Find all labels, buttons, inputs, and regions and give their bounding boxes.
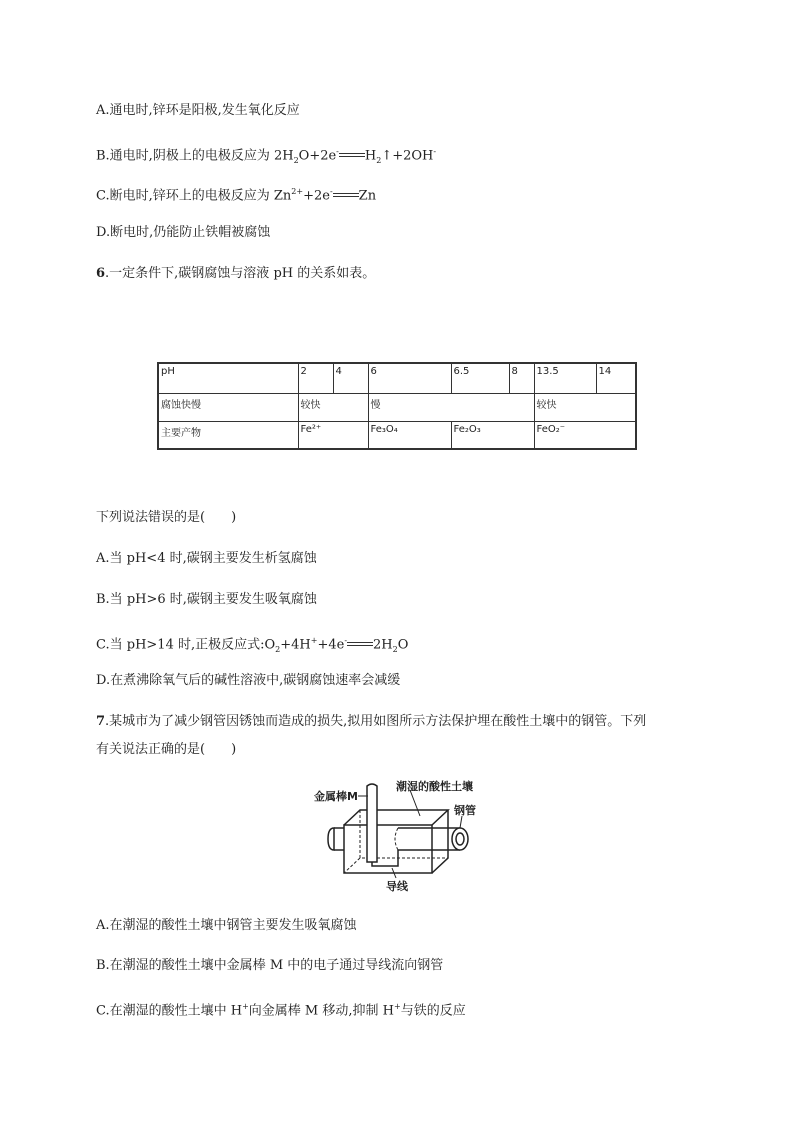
equals-sign xyxy=(339,151,365,161)
label-rod: 金属棒M xyxy=(314,790,358,803)
table-cell: 4 xyxy=(333,363,368,393)
table-cell: FeO₂⁻ xyxy=(534,421,636,449)
steel-pipe xyxy=(328,828,468,850)
table-cell: 13.5 xyxy=(534,363,596,393)
q6-stem: 6.一定条件下,碳钢腐蚀与溶液 pH 的关系如表。 xyxy=(96,266,376,281)
q5-option-c: C.断电时,锌环上的电极反应为 $Zn^{2+}+2e^-$ Zn xyxy=(96,187,377,204)
label-soil: 潮湿的酸性土壤 xyxy=(396,780,473,793)
table-header-ph: pH xyxy=(158,363,298,393)
table-cell: Fe₂O₃ xyxy=(451,421,534,449)
q7-option-b: B.在潮湿的酸性土壤中金属棒 M 中的电子通过导线流向钢管 xyxy=(96,958,444,973)
q7-stem-line1: 7.某城市为了减少钢管因锈蚀而造成的损失,拟用如图所示方法保护埋在酸性土壤中的钢管。下列 xyxy=(96,714,647,729)
table-cell: 14 xyxy=(596,363,636,393)
label-wire: 导线 xyxy=(386,880,408,893)
pipe-protection-diagram xyxy=(312,780,492,895)
table-cell: 较快 xyxy=(534,393,636,421)
label-pipe: 钢管 xyxy=(454,804,476,817)
table-cell: 2 xyxy=(298,363,333,393)
table-cell: Fe²⁺ xyxy=(298,421,368,449)
q5-option-b: B.通电时,阴极上的电极反应为 $2H_2O+2e^-$ $H_2↑+2OH^-$ xyxy=(96,147,437,165)
q5-option-d: D.断电时,仍能防止铁帽被腐蚀 xyxy=(96,225,271,240)
q7-option-a: A.在潮湿的酸性土壤中钢管主要发生吸氧腐蚀 xyxy=(96,918,357,933)
q7-stem-line2: 有关说法正确的是( ) xyxy=(96,742,237,757)
equals-sign xyxy=(333,191,359,201)
soil-box-side xyxy=(432,810,448,873)
q5-option-a: A.通电时,锌环是阳极,发生氧化反应 xyxy=(96,103,300,118)
q6-option-c: C.当 pH>14 时,正极反应式$:O_2+4H^++4e^-$ $2H_2O$ xyxy=(96,636,409,654)
table-header-speed: 腐蚀快慢 xyxy=(158,393,298,421)
metal-rod-m xyxy=(367,784,377,862)
table-cell: 较快 xyxy=(298,393,368,421)
q6-question: 下列说法错误的是( ) xyxy=(96,510,237,525)
q6-option-b: B.当 pH>6 时,碳钢主要发生吸氧腐蚀 xyxy=(96,592,317,607)
table-cell: 6 xyxy=(368,363,451,393)
q6-option-a: A.当 pH<4 时,碳钢主要发生析氢腐蚀 xyxy=(96,551,317,566)
table-cell: Fe₃O₄ xyxy=(368,421,451,449)
ph-corrosion-table xyxy=(157,362,637,450)
table-cell: 慢 xyxy=(368,393,534,421)
q6-option-d: D.在煮沸除氧气后的碱性溶液中,碳钢腐蚀速率会减缓 xyxy=(96,673,401,688)
equals-sign xyxy=(347,640,373,650)
table-header-product: 主要产物 xyxy=(158,421,298,449)
table-cell: 8 xyxy=(509,363,534,393)
table-cell: 6.5 xyxy=(451,363,509,393)
q7-option-c: C.在潮湿的酸性土壤中 H+向金属棒 M 移动,抑制 H+与铁的反应 xyxy=(96,1002,466,1019)
